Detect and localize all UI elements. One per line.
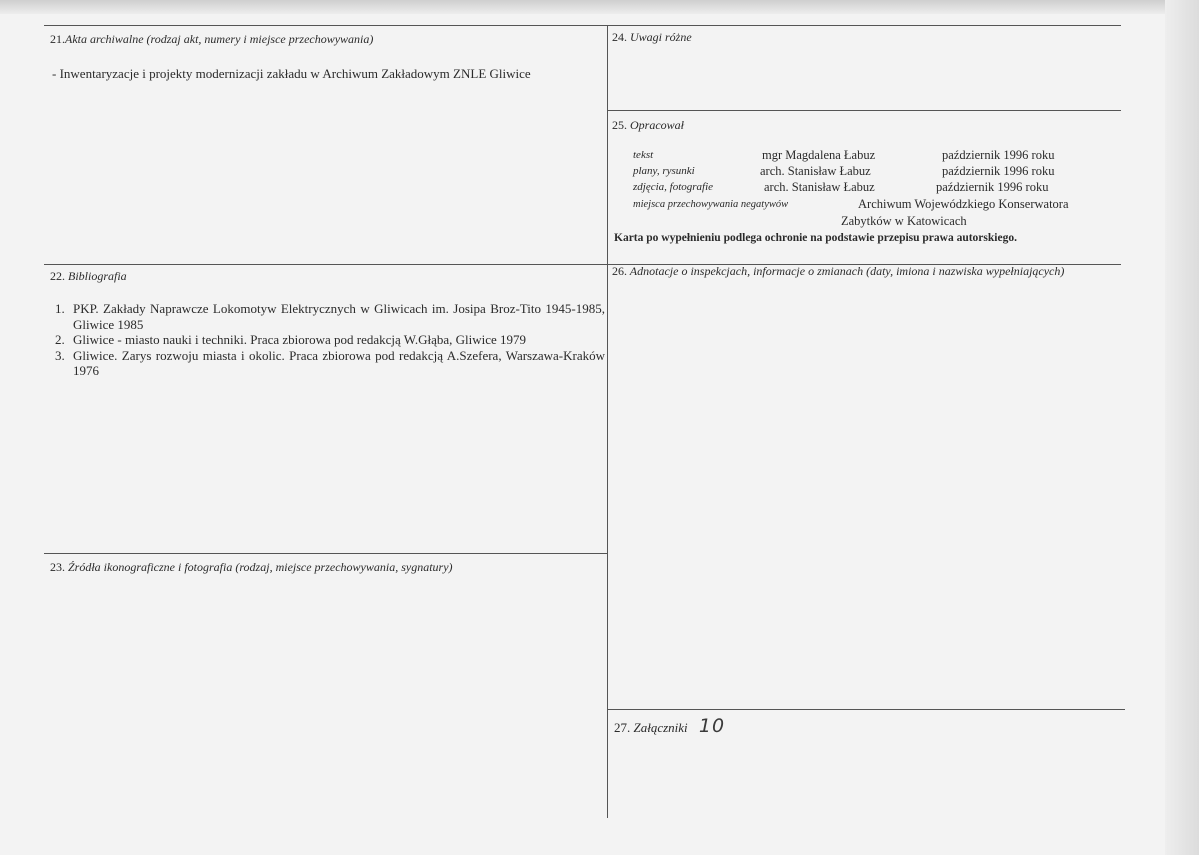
bibliography-item-number: 2.	[55, 332, 65, 347]
prepared-row-name: mgr Magdalena Łabuz	[762, 148, 876, 162]
section-25-title: Opracował	[630, 118, 684, 132]
negatives-label: miejsca przechowywania negatywów	[633, 199, 789, 210]
bibliography-item-text: PKP. Zakłady Naprawcze Lokomotyw Elektrycznych w Gliwicach im. Josipa Broz-Tito 1945-1985, Gliwice 1985	[73, 301, 605, 332]
archival-records-text: - Inwentaryzacje i projekty modernizacji zakładu w Archiwum Zakładowym ZNLE Gliwice	[52, 66, 531, 81]
page-top-edge	[0, 0, 1199, 14]
section-24-title: Uwagi różne	[630, 30, 692, 44]
section-24-header	[612, 30, 692, 45]
section-25-header	[612, 118, 684, 133]
section-22-number: 22.	[50, 269, 65, 283]
bibliography-item	[55, 348, 605, 379]
prepared-row-name: arch. Stanisław Łabuz	[764, 180, 875, 194]
bibliography-item-number: 1.	[55, 301, 65, 316]
section-27-title: Załączniki	[633, 720, 688, 735]
copyright-note: Karta po wypełnieniu podlega ochronie na podstawie przepisu prawa autorskiego.	[614, 232, 1017, 244]
bibliography-item	[55, 301, 605, 332]
bibliography-list	[55, 301, 605, 379]
page-right-edge	[1165, 0, 1199, 855]
divider-26-27	[607, 709, 1125, 710]
prepared-row-date: październik 1996 roku	[942, 164, 1055, 178]
section-26-title: Adnotacje o inspekcjach, informacje o zmianach (daty, imiona i nazwiska wypełniających)	[629, 264, 1065, 278]
section-24-number: 24.	[612, 30, 627, 44]
section-26-header	[612, 264, 1064, 279]
section-27-header	[614, 715, 725, 737]
section-25-number: 25.	[612, 118, 627, 132]
section-23-number: 23.	[50, 560, 65, 574]
section-23-header	[50, 560, 453, 575]
section-21-number: 21.	[50, 32, 65, 46]
section-22-header	[50, 269, 127, 284]
prepared-row-label: tekst	[633, 149, 654, 161]
bibliography-item	[55, 332, 605, 348]
divider-22-23	[44, 553, 608, 554]
bibliography-item-number: 3.	[55, 347, 65, 363]
top-border-line	[44, 25, 1121, 26]
section-27-number: 27.	[614, 720, 631, 735]
divider-24-25	[607, 110, 1121, 111]
section-21-title: Akta archiwalne (rodzaj akt, numery i miejsce przechowywania)	[65, 32, 374, 46]
bibliography-item-text: Gliwice - miasto nauki i techniki. Praca zbiorowa pod redakcją W.Głąba, Gliwice 1979	[73, 332, 527, 347]
prepared-row-label: plany, rysunki	[633, 165, 695, 177]
negatives-location-line2: Zabytków w Katowicach	[841, 214, 967, 228]
prepared-row-date: październik 1996 roku	[936, 180, 1049, 194]
prepared-row-name: arch. Stanisław Łabuz	[760, 164, 871, 178]
section-23-title: Źródła ikonograficzne i fotografia (rodzaj, miejsce przechowywania, sygnatury)	[68, 560, 453, 574]
prepared-row-label: zdjęcia, fotografie	[633, 181, 714, 193]
prepared-row-date: październik 1996 roku	[942, 148, 1055, 162]
attachments-count: 10	[698, 715, 726, 737]
section-22-title: Bibliografia	[68, 269, 127, 283]
section-21-header	[50, 32, 373, 47]
center-divider-line	[607, 25, 608, 818]
negatives-location-line1: Archiwum Wojewódzkiego Konserwatora	[858, 197, 1069, 211]
bibliography-item-text: Gliwice. Zarys rozwoju miasta i okolic. Praca zbiorowa pod redakcją A.Szefera, Warszawa-Kraków 1976	[73, 347, 605, 378]
section-26-number: 26.	[612, 264, 627, 278]
